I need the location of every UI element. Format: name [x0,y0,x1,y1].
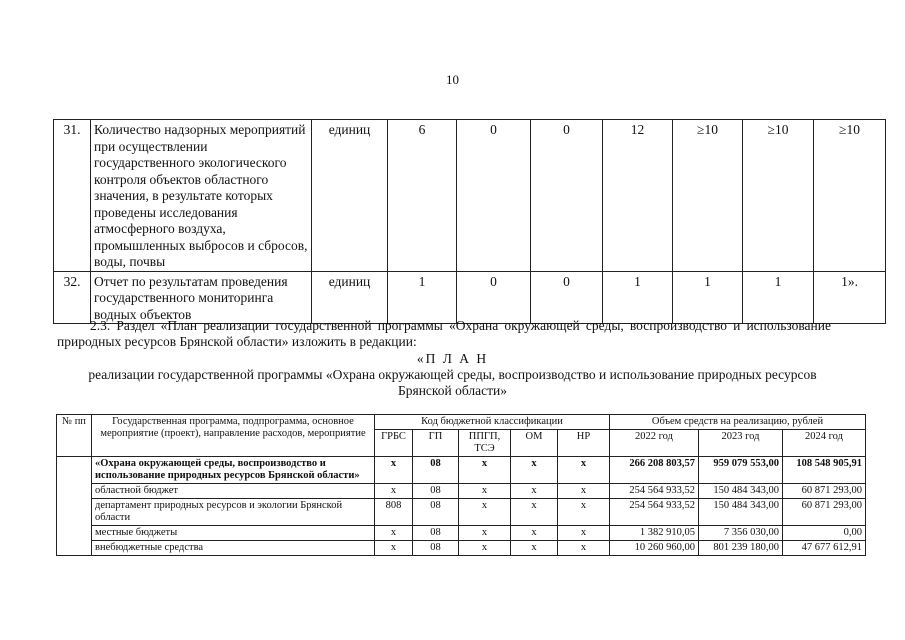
row-2023: 150 484 343,00 [699,499,783,526]
indicator-unit: единиц [312,120,388,272]
table-row [57,484,866,499]
header-om: ОМ [511,430,558,457]
row-gp: 08 [413,499,459,526]
row-name: областной бюджет [92,484,375,499]
header-name: Государственная программа, подпрограмма, основное мероприятие (проект), направление расходов, мероприятие [92,415,375,457]
row-number-cell [57,457,92,556]
header-2024: 2024 год [783,430,866,457]
row-grbs: х [375,484,413,499]
table-row [57,526,866,541]
indicator-number: 31. [54,120,91,272]
plan-title: «П Л А Н [416,351,489,366]
row-grbs: х [375,541,413,556]
table-row [57,457,866,484]
plan-subtitle: реализации государственной программы «Охрана окружающей среды, воспроизводство и использование природных ресурсов Брянской области» [88,367,817,398]
table-row [57,499,866,526]
row-2024: 60 871 293,00 [783,484,866,499]
indicator-value: ≥10 [814,120,886,272]
indicator-value: 0 [531,271,603,324]
row-ppgp: х [459,484,511,499]
row-ppgp: х [459,541,511,556]
row-nr: х [558,499,610,526]
header-code-group: Код бюджетной классификации [375,415,610,430]
table-row [54,120,886,272]
row-grbs: 808 [375,499,413,526]
indicator-number: 32. [54,271,91,324]
row-gp: 08 [413,457,459,484]
row-nr: х [558,541,610,556]
row-grbs: х [375,526,413,541]
indicator-value: 1 [673,271,743,324]
row-om: х [511,499,558,526]
row-2022: 254 564 933,52 [610,484,699,499]
row-nr: х [558,457,610,484]
row-2024: 108 548 905,91 [783,457,866,484]
header-ppgp: ППГП, ТСЭ [459,430,511,457]
header-gp: ГП [413,430,459,457]
table-row [54,271,886,324]
header-2022: 2022 год [610,430,699,457]
row-om: х [511,526,558,541]
row-2022: 266 208 803,57 [610,457,699,484]
row-ppgp: х [459,457,511,484]
row-2022: 254 564 933,52 [610,499,699,526]
plan-table [56,414,866,556]
row-gp: 08 [413,526,459,541]
row-om: х [511,484,558,499]
row-2024: 60 871 293,00 [783,499,866,526]
row-2023: 7 356 030,00 [699,526,783,541]
indicators-table [53,119,886,324]
indicator-value: ≥10 [743,120,814,272]
indicator-value: 1 [743,271,814,324]
indicator-value: 12 [603,120,673,272]
row-ppgp: х [459,499,511,526]
header-num: № пп [57,415,92,457]
indicator-value: 1 [388,271,457,324]
indicator-unit: единиц [312,271,388,324]
header-grbs: ГРБС [375,430,413,457]
indicator-value: 0 [457,271,531,324]
table-row [57,541,866,556]
indicator-value: 1». [814,271,886,324]
row-name: департамент природных ресурсов и экологии Брянской области [92,499,375,526]
row-2024: 0,00 [783,526,866,541]
indicator-name: Количество надзорных мероприятий при осуществлении государственного экологического контроля объектов областного значения, в результате которых проведены исследования атмосферного воздуха, промышленных выбросов и сбросов, воды, почвы [91,120,312,272]
row-om: х [511,457,558,484]
row-gp: 08 [413,484,459,499]
row-gp: 08 [413,541,459,556]
row-2023: 801 239 180,00 [699,541,783,556]
indicator-value: 0 [457,120,531,272]
header-money-group: Объем средств на реализацию, рублей [610,415,866,430]
row-nr: х [558,484,610,499]
row-grbs: х [375,457,413,484]
indicator-value: ≥10 [673,120,743,272]
table-header-row [57,415,866,430]
row-2023: 959 079 553,00 [699,457,783,484]
indicator-name: Отчет по результатам проведения государственного мониторинга водных объектов [91,271,312,324]
page-number: 10 [446,72,459,87]
row-ppgp: х [459,526,511,541]
row-name: «Охрана окружающей среды, воспроизводство и использование природных ресурсов Брянской области» [92,457,375,484]
row-2023: 150 484 343,00 [699,484,783,499]
row-name: внебюджетные средства [92,541,375,556]
header-2023: 2023 год [699,430,783,457]
header-nr: НР [558,430,610,457]
row-om: х [511,541,558,556]
row-2022: 1 382 910,05 [610,526,699,541]
row-2022: 10 260 960,00 [610,541,699,556]
indicator-value: 1 [603,271,673,324]
row-name: местные бюджеты [92,526,375,541]
indicator-value: 0 [531,120,603,272]
row-2024: 47 677 612,91 [783,541,866,556]
amendment-paragraph: 2.3. Раздел «План реализации государственной программы «Охрана окружающей среды, воспроизводство и использование природных ресурсов Брянской области» изложить в редакции: [57,318,831,349]
indicator-value: 6 [388,120,457,272]
row-nr: х [558,526,610,541]
